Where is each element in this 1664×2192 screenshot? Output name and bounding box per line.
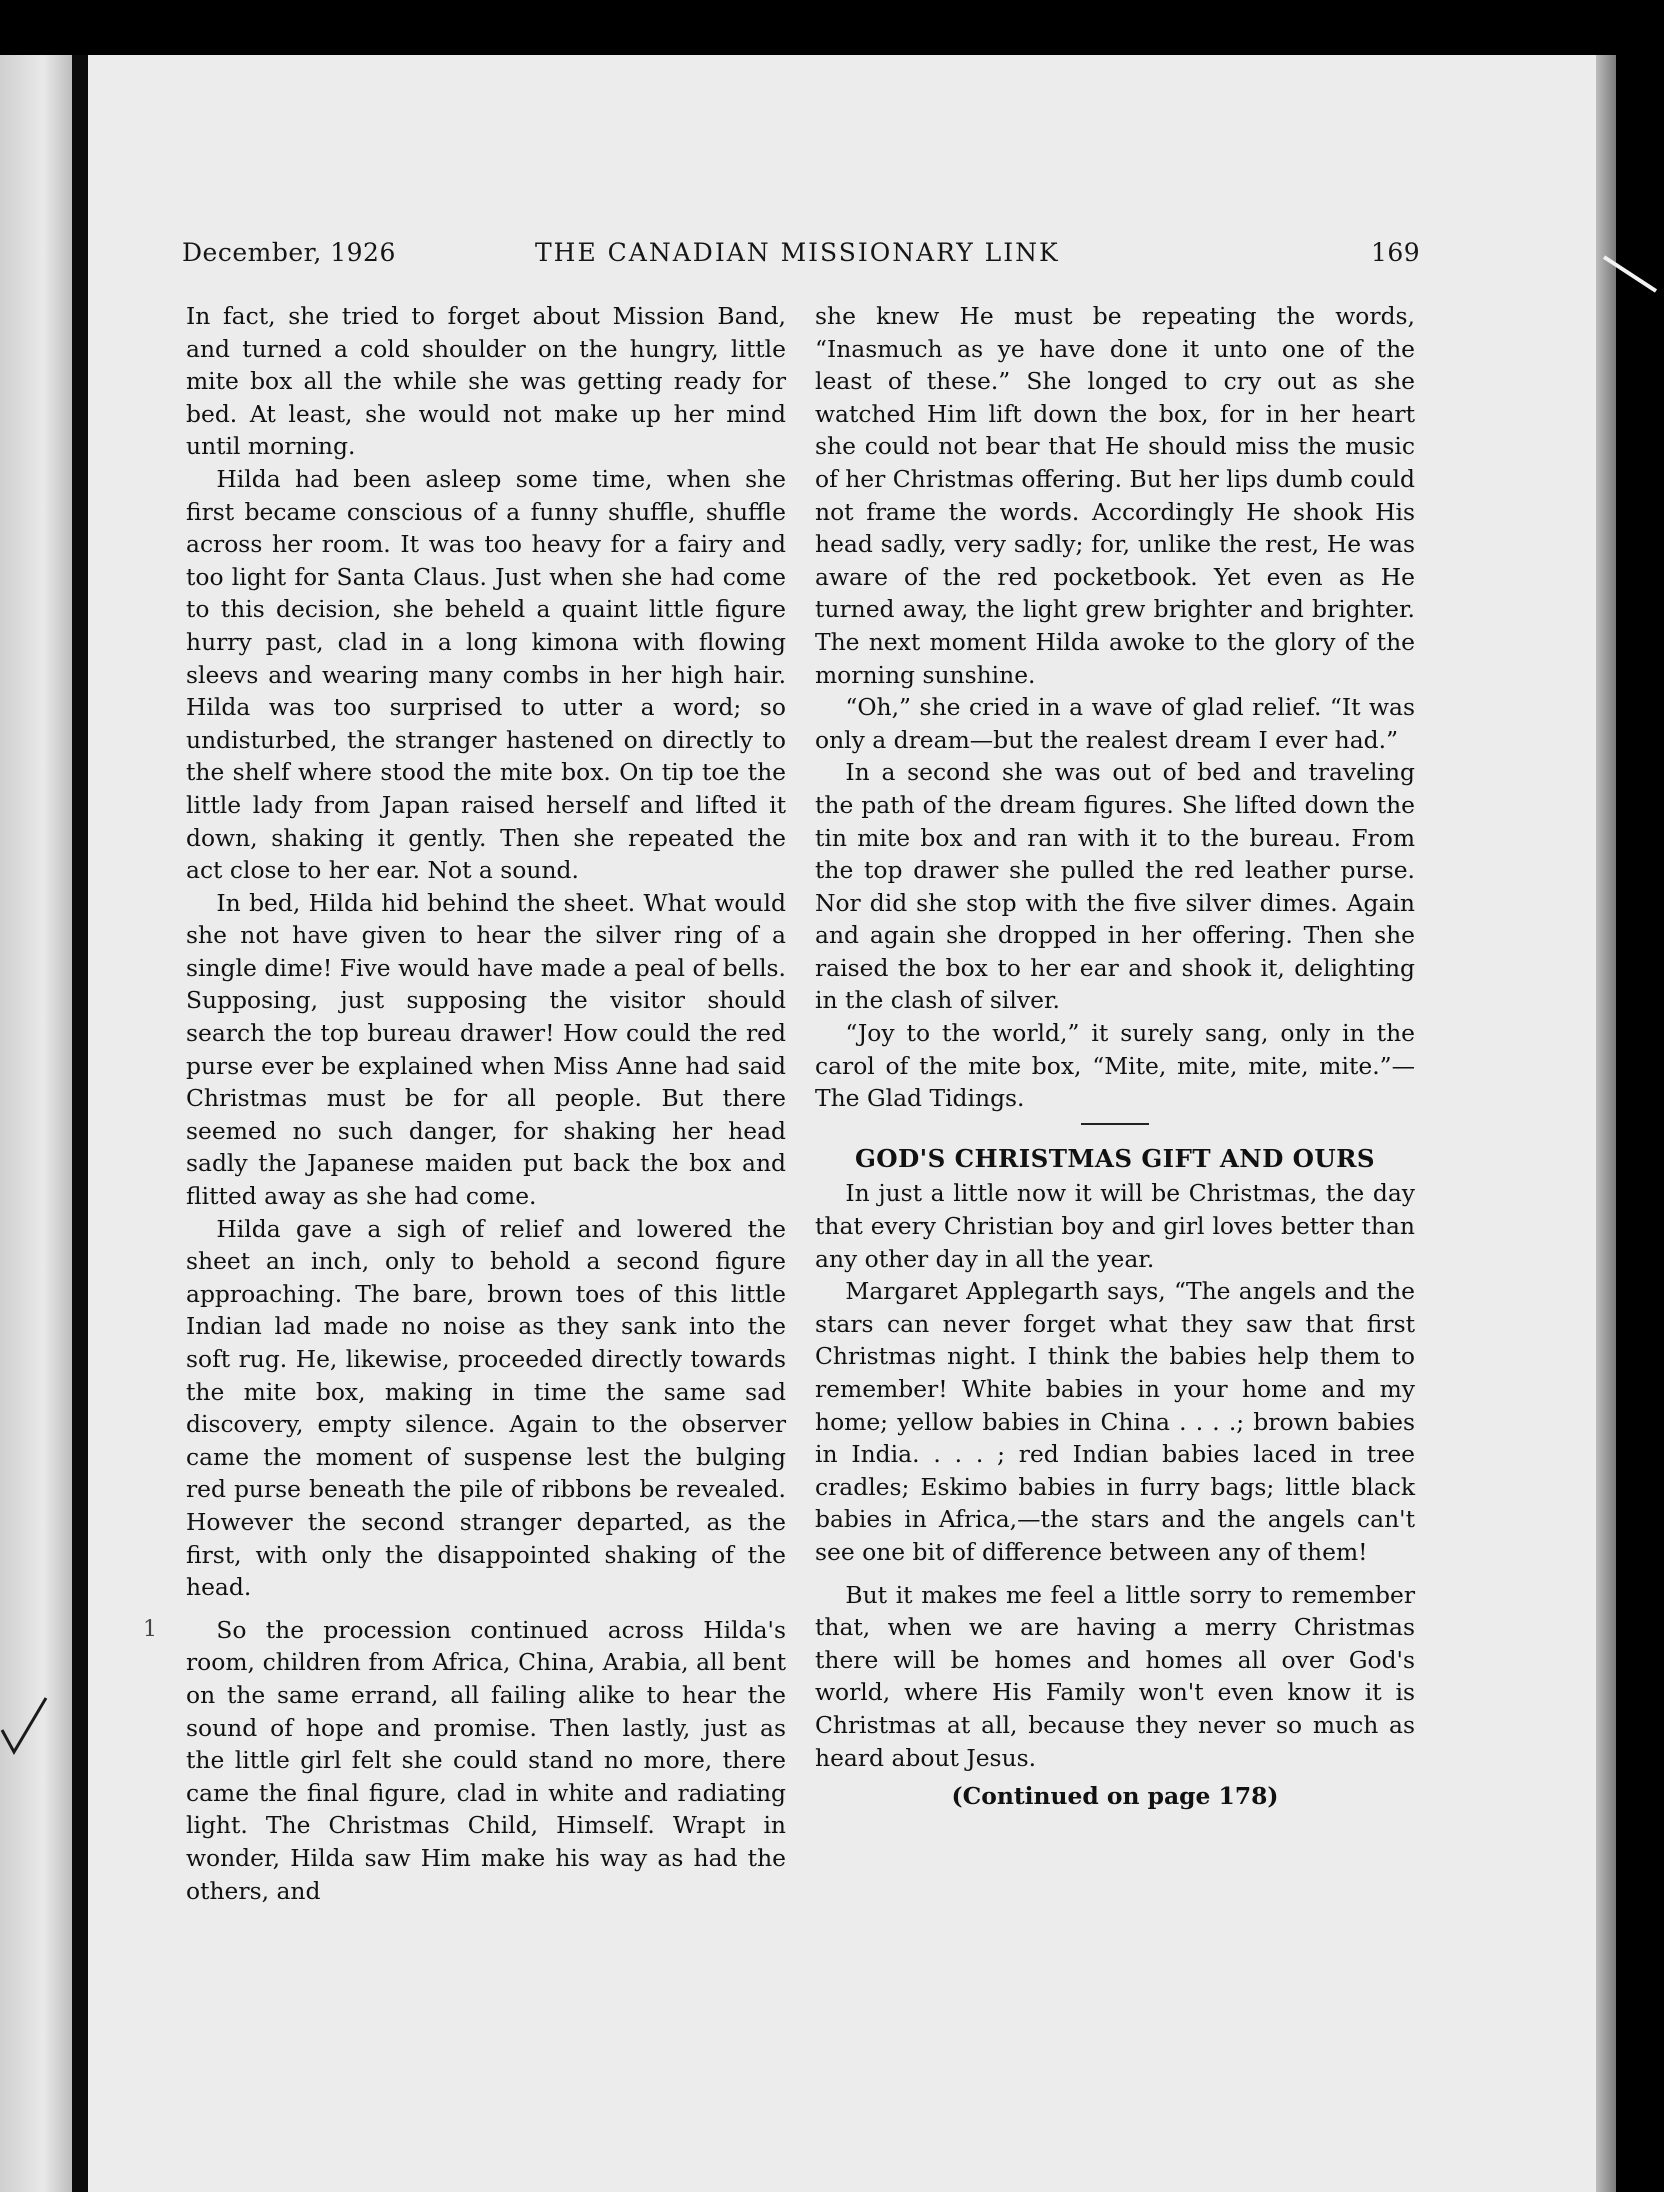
header-publication-title: THE CANADIAN MISSIONARY LINK <box>535 238 1060 267</box>
story-paragraph: So the procession continued across Hilda's room, children from Africa, China, Arabia, all bent on the same errand, all failing alike to hear the sound of hope and promise. Then lastly, just as the little girl felt she could stand no more, there came the final figure, clad in white and radiating light. The Christmas Child, Himself. Wrapt in wonder, Hilda saw Him make his way as had the others, and <box>186 1615 786 1905</box>
story-paragraph: In fact, she tried to forget about Mission Band, and turned a cold shoulder on the hungry, little mite box all the while she was getting ready for bed. At least, she would not make up her mind until morning. <box>186 302 786 461</box>
margin-numeral: 1 <box>143 1617 157 1642</box>
left-column <box>186 300 786 1907</box>
page-right-edge <box>1596 55 1616 2192</box>
story-paragraph: Hilda had been asleep some time, when she first became conscious of a funny shuffle, shuffle across her room. It was too heavy for a fairy and too light for Santa Claus. Just when she had come to this decision, she beheld a quaint little figure hurry past, clad in a long kimona with flowing sleevs and wearing many combs in her high hair. Hilda was too surprised to utter a word; so undisturbed, the stranger hastened on directly to the shelf where stood the mite box. On tip toe the little lady from Japan raised herself and lifted it down, shaking it gently. Then she repeated the act close to her ear. Not a sound. <box>186 464 786 885</box>
story-paragraph: In bed, Hilda hid behind the sheet. What would she not have given to hear the silver ring of a single dime! Five would have made a peal of bells. Supposing, just supposing the visitor should search the top bureau drawer! How could the red purse ever be explained when Miss Anne had said Christmas must be for all people. But there seemed no such danger, for shaking her head sadly the Japanese maiden put back the box and flitted away as she had come. <box>186 888 786 1211</box>
article-paragraph: Margaret Applegarth says, “The angels and the stars can never forget what they saw that first Christmas night. I think the babies help them to remember! White babies in your home and my home; yellow babies in China . . . .; brown babies in India. . . . ; red Indian babies laced in tree cradles; Eskimo babies in furry bags; little black babies in Africa,—the stars and the angels can't see one bit of difference between any of them! <box>815 1277 1415 1566</box>
section-heading: GOD'S CHRISTMAS GIFT AND OURS <box>854 1143 1376 1173</box>
right-column <box>815 300 1415 1813</box>
section-divider <box>1081 1123 1149 1125</box>
story-paragraph: she knew He must be repeating the words, “Inasmuch as ye have done it unto one of the least of these.” She longed to cry out as she watched Him lift down the box, for in her heart she could not bear that He should miss the music of her Christmas offering. But her lips dumb could not frame the words. Accordingly He shook His head sadly, very sadly; for, unlike the rest, He was aware of the red pocketbook. Yet even as He turned away, the light grew brighter and brighter. The next moment Hilda awoke to the glory of the morning sunshine. <box>815 302 1415 689</box>
story-paragraph: Hilda gave a sigh of relief and lowered the sheet an inch, only to behold a second figure approaching. The bare, brown toes of this little Indian lad made no noise as they sank into the soft rug. He, likewise, proceeded directly towards the mite box, making in time the same sad discovery, empty silence. Again to the observer came the moment of suspense lest the bulging red purse beneath the pile of ribbons be revealed. However the second stranger departed, as the first, with only the disappointed shaking of the head. <box>186 1214 786 1602</box>
story-paragraph: In a second she was out of bed and traveling the path of the dream figures. She lifted down the tin mite box and ran with it to the bureau. From the top drawer she pulled the red leather purse. Nor did she stop with the five silver dimes. Again and again she dropped in her offering. Then she raised the box to her ear and shook it, delighting in the clash of silver. <box>815 758 1415 1015</box>
book-gutter <box>72 55 88 2192</box>
margin-check-mark <box>0 1690 50 1760</box>
header-date: December, 1926 <box>182 238 396 267</box>
facing-page-edge <box>0 55 72 2192</box>
story-paragraph: “Joy to the world,” it surely sang, only in the carol of the mite box, “Mite, mite, mite, mite.”—The Glad Tidings. <box>815 1019 1415 1113</box>
continued-note: (Continued on page 178) <box>951 1782 1279 1811</box>
article-paragraph: In just a little now it will be Christmas, the day that every Christian boy and girl loves better than any other day in all the year. <box>815 1179 1415 1273</box>
article-paragraph: But it makes me feel a little sorry to remember that, when we are having a merry Christmas there will be homes and homes all over God's world, where His Family won't even know it is Christmas at all, because they never so much as heard about Jesus. <box>815 1580 1415 1772</box>
scan-artifact-mark <box>1600 255 1660 295</box>
story-paragraph: “Oh,” she cried in a wave of glad relief. “It was only a dream—but the realest dream I ever had.” <box>815 693 1415 754</box>
header-page-number: 169 <box>1371 238 1421 267</box>
